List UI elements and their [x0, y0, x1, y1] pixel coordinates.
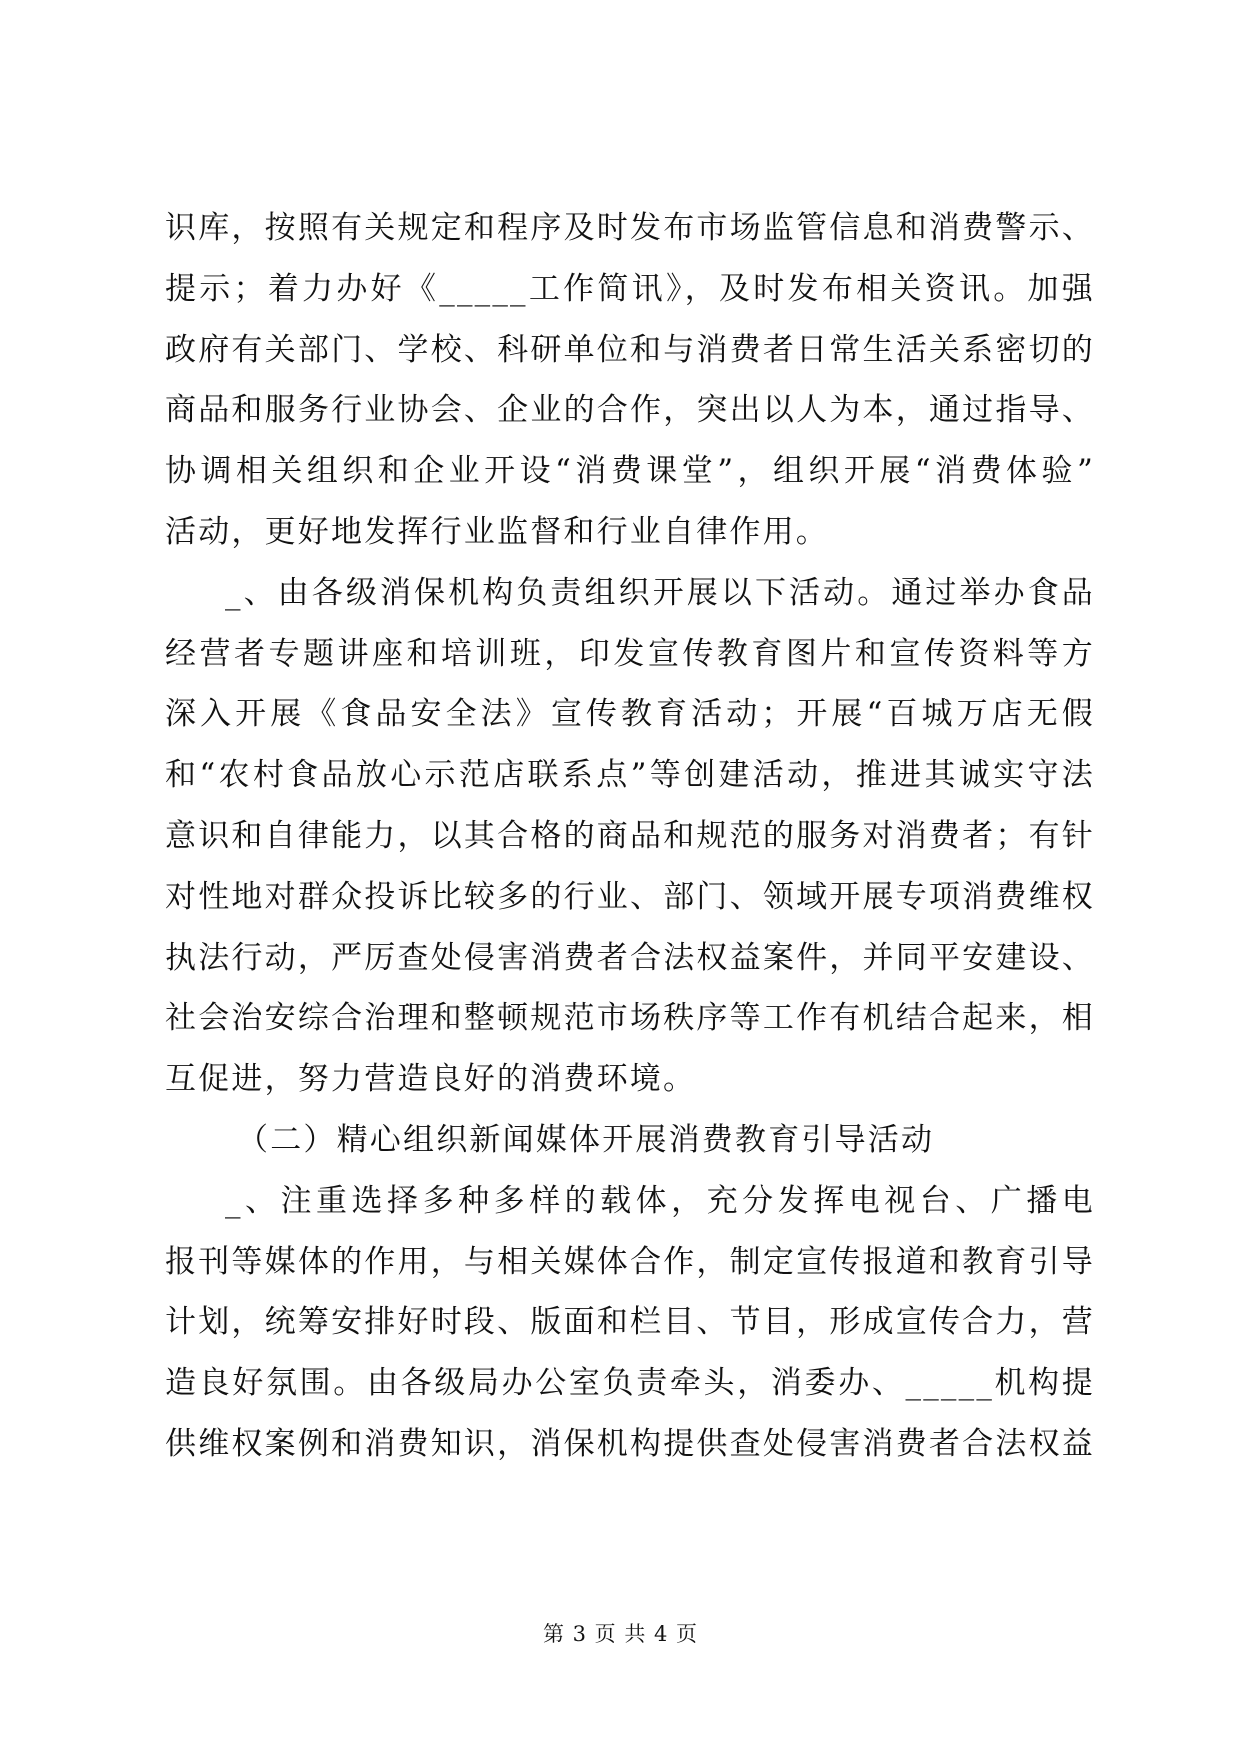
- text-line: 政府有关部门、学校、科研单位和与消费者日常生活关系密切的: [165, 331, 1095, 368]
- text-line: 经营者专题讲座和培训班，印发宣传教育图片和宣传资料等方: [165, 635, 1095, 672]
- text-line: 计划，统筹安排好时段、版面和栏目、节目，形成宣传合力，营: [165, 1304, 1095, 1341]
- text-line: 和“农村食品放心示范店联系点”等创建活动，推进其诚实守法: [165, 757, 1095, 794]
- text-line: 社会治安综合治理和整顿规范市场秩序等工作有机结合起来，相: [165, 1000, 1095, 1037]
- text-line: 识库，按照有关规定和程序及时发布市场监管信息和消费警示、: [165, 210, 1095, 246]
- text-line: 供维权案例和消费知识，消保机构提供查处侵害消费者合法权益: [165, 1425, 1095, 1462]
- section-heading: （二）精心组织新闻媒体开展消费教育引导活动: [237, 1121, 935, 1158]
- document-body: [165, 198, 1095, 1475]
- text-line: 对性地对群众投诉比较多的行业、部门、领域开展专项消费维权: [165, 878, 1095, 915]
- text-line: 深入开展《食品安全法》宣传教育活动；开展“百城万店无假: [165, 696, 1095, 733]
- text-line: 提示；着力办好《_____工作简讯》，及时发布相关资讯。加强: [165, 270, 1095, 307]
- text-line: 互促进，努力营造良好的消费环境。: [165, 1061, 697, 1098]
- text-line: 造良好氛围。由各级局办公室负责牵头，消委办、_____机构提: [165, 1365, 1095, 1402]
- page-number-footer: 第 3 页 共 4 页: [542, 1622, 699, 1646]
- text-line: 活动，更好地发挥行业监督和行业自律作用。: [165, 513, 829, 550]
- text-line: 执法行动，严厉查处侵害消费者合法权益案件，并同平安建设、: [165, 939, 1095, 976]
- text-line: 报刊等媒体的作用，与相关媒体合作，制定宣传报道和教育引导: [165, 1243, 1095, 1280]
- text-line: 商品和服务行业协会、企业的合作，突出以人为本，通过指导、: [165, 392, 1095, 429]
- text-line: 意识和自律能力，以其合格的商品和规范的服务对消费者；有针: [165, 817, 1095, 854]
- text-line: 协调相关组织和企业开设“消费课堂”，组织开展“消费体验”: [165, 453, 1095, 490]
- text-line: _、由各级消保机构负责组织开展以下活动。通过举办食品: [225, 574, 1095, 611]
- text-line: _、注重选择多种多样的载体，充分发挥电视台、广播电: [225, 1182, 1095, 1219]
